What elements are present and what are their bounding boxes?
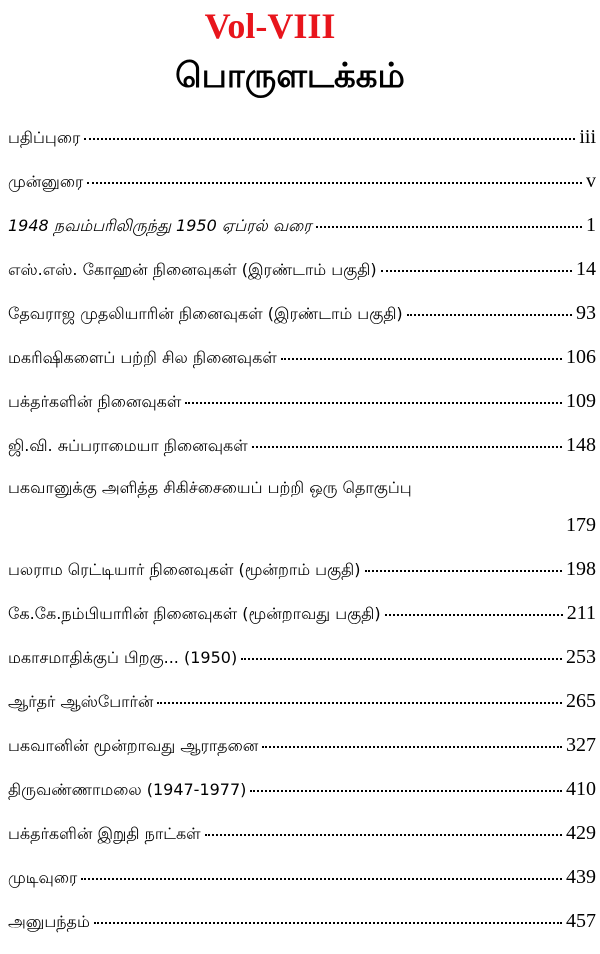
toc-entry-page: 265 — [566, 690, 596, 712]
toc-entry-title: எஸ்.எஸ். கோஹன் நினைவுகள் (இரண்டாம் பகுதி) — [8, 260, 377, 279]
dot-leader — [407, 314, 572, 316]
toc-entry-title: பதிப்புரை — [8, 128, 81, 147]
dot-leader — [157, 702, 562, 704]
toc-entry — [8, 558, 596, 602]
page-title: பொருளடக்கம் — [175, 56, 405, 96]
toc-entry-page: 198 — [566, 558, 596, 580]
toc-entry-title: அனுபந்தம் — [8, 912, 90, 931]
toc-entry-title: முடிவுரை — [8, 868, 78, 887]
toc-entry-title: மகரிஷிகளைப் பற்றி சில நினைவுகள் — [8, 348, 277, 367]
dot-leader — [81, 878, 562, 880]
toc-entry — [8, 646, 596, 690]
toc-entry-page: 410 — [566, 778, 596, 800]
toc-entry — [8, 602, 596, 646]
toc-entry — [8, 214, 596, 258]
toc-entry-page: 253 — [566, 646, 596, 668]
toc-entry — [8, 778, 596, 822]
toc-entry-title: கே.கே.நம்பியாரின் நினைவுகள் (மூன்றாவது பகுதி) — [8, 604, 381, 623]
toc-entry-page: 457 — [566, 910, 596, 932]
toc-entry — [8, 910, 596, 954]
toc-entry — [8, 170, 596, 214]
toc-entry-page: 93 — [576, 302, 596, 324]
dot-leader — [241, 658, 562, 660]
toc-entry — [8, 302, 596, 346]
toc-entry-page: 439 — [566, 866, 596, 888]
toc-entry — [8, 126, 596, 170]
toc-entry-page: 14 — [576, 258, 596, 280]
toc-entry-title: பக்தர்களின் நினைவுகள் — [8, 392, 182, 411]
toc-entry-page: 106 — [566, 346, 596, 368]
toc-entry-page: 211 — [566, 602, 596, 624]
toc-entry-title: ஜி.வி. சுப்பராமையா நினைவுகள் — [8, 436, 248, 455]
dot-leader — [262, 746, 562, 748]
dot-leader — [281, 358, 562, 360]
dot-leader — [87, 182, 582, 184]
dot-leader — [381, 270, 572, 272]
toc-entry-page: 109 — [566, 390, 596, 412]
toc-entry-page: 327 — [566, 734, 596, 756]
dot-leader — [385, 614, 563, 616]
toc-entry-page: 179 — [566, 514, 596, 536]
dot-leader — [94, 922, 562, 924]
dot-leader — [250, 790, 562, 792]
dot-leader — [84, 138, 575, 140]
toc-entry-page: v — [586, 170, 596, 192]
toc-entry-title: ஆர்தர் ஆஸ்போர்ன் — [8, 692, 154, 711]
toc-entry-title: திருவண்ணாமலை (1947-1977) — [8, 780, 247, 799]
toc-entry-page: 1 — [586, 214, 596, 236]
toc-entry — [8, 690, 596, 734]
toc-entry — [8, 478, 596, 558]
toc-entry — [8, 734, 596, 778]
dot-leader — [185, 402, 562, 404]
toc-entry-page: iii — [579, 126, 596, 148]
dot-leader — [316, 226, 582, 228]
toc-entry — [8, 258, 596, 302]
dot-leader — [365, 570, 562, 572]
toc-entry-page: 429 — [566, 822, 596, 844]
toc-entry-title: பகவானுக்கு அளித்த சிகிச்சையைப் பற்றி ஒரு தொகுப்பு — [8, 478, 412, 497]
toc-entry-title: மகாசமாதிக்குப் பிறகு... (1950) — [8, 648, 238, 667]
toc-entry — [8, 866, 596, 910]
toc-entry-title: பக்தர்களின் இறுதி நாட்கள் — [8, 824, 201, 843]
toc-entry-title: தேவராஜ முதலியாரின் நினைவுகள் (இரண்டாம் பகுதி) — [8, 304, 403, 323]
toc-entry-title: முன்னுரை — [8, 172, 84, 191]
toc-entry — [8, 822, 596, 866]
toc-entry-title: பலராம ரெட்டியார் நினைவுகள் (மூன்றாம் பகுதி) — [8, 560, 361, 579]
toc-entry — [8, 434, 596, 478]
table-of-contents — [8, 126, 596, 954]
dot-leader — [252, 446, 562, 448]
toc-entry-title: பகவானின் மூன்றாவது ஆராதனை — [8, 736, 259, 755]
toc-entry — [8, 346, 596, 390]
dot-leader — [205, 834, 562, 836]
toc-entry — [8, 390, 596, 434]
toc-entry-page: 148 — [566, 434, 596, 456]
volume-label: Vol-VIII — [204, 6, 336, 46]
toc-entry-title: 1948 நவம்பரிலிருந்து 1950 ஏப்ரல் வரை — [8, 216, 312, 235]
